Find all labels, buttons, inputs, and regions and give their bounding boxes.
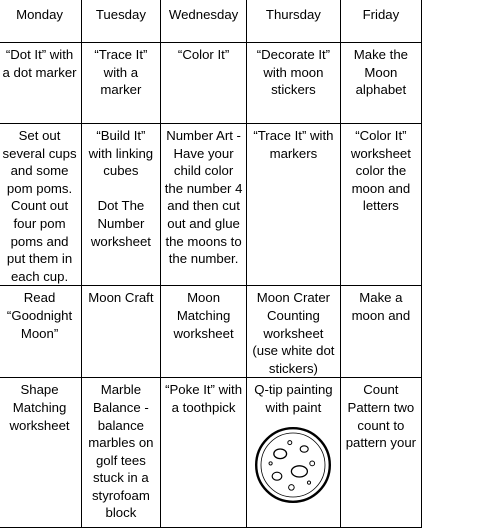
table-row xyxy=(0,378,422,528)
activity-cell: Q-tip painting with paint xyxy=(247,378,341,528)
activity-cell: “Color It” worksheet color the moon and letters xyxy=(340,124,421,286)
activity-cell: Make a moon and xyxy=(340,286,421,378)
activity-cell: “Color It” xyxy=(161,43,247,124)
activity-cell: Make the Moon alphabet xyxy=(340,43,421,124)
activity-cell: Set out several cups and some pom poms. Count out four pom poms and put them in each cup. xyxy=(0,124,81,286)
activity-cell: “Trace It” with a marker xyxy=(81,43,160,124)
activity-cell: “Build It” with linking cubes Dot The Number worksheet xyxy=(81,124,160,286)
header-cell-thursday: Thursday xyxy=(247,0,341,43)
header-row xyxy=(0,0,422,43)
activity-cell: Number Art - Have your child color the number 4 and then cut out and glue the moons to the number. xyxy=(161,124,247,286)
activity-cell: “Dot It” with a dot marker xyxy=(0,43,81,124)
table-row xyxy=(0,43,422,124)
activity-cell: “Poke It” with a toothpick xyxy=(161,378,247,528)
table-row xyxy=(0,286,422,378)
moon-icon xyxy=(253,425,333,505)
header-cell-friday: Friday xyxy=(340,0,421,43)
activity-cell: Moon Matching worksheet xyxy=(161,286,247,378)
activity-cell: Read “Goodnight Moon” xyxy=(0,286,81,378)
activity-cell: Count Pattern two count to pattern your xyxy=(340,378,421,528)
activity-cell: Moon Craft xyxy=(81,286,160,378)
activity-cell: “Trace It” with markers xyxy=(247,124,341,286)
activity-cell: Shape Matching worksheet xyxy=(0,378,81,528)
table-row xyxy=(0,124,422,286)
activity-cell: “Decorate It” with moon stickers xyxy=(247,43,341,124)
header-cell-wednesday: Wednesday xyxy=(161,0,247,43)
activity-cell: Moon Crater Counting worksheet (use white dot stickers) xyxy=(247,286,341,378)
header-cell-tuesday: Tuesday xyxy=(81,0,160,43)
header-cell-monday: Monday xyxy=(0,0,81,43)
activity-cell: Marble Balance - balance marbles on golf tees stuck in a styrofoam block xyxy=(81,378,160,528)
